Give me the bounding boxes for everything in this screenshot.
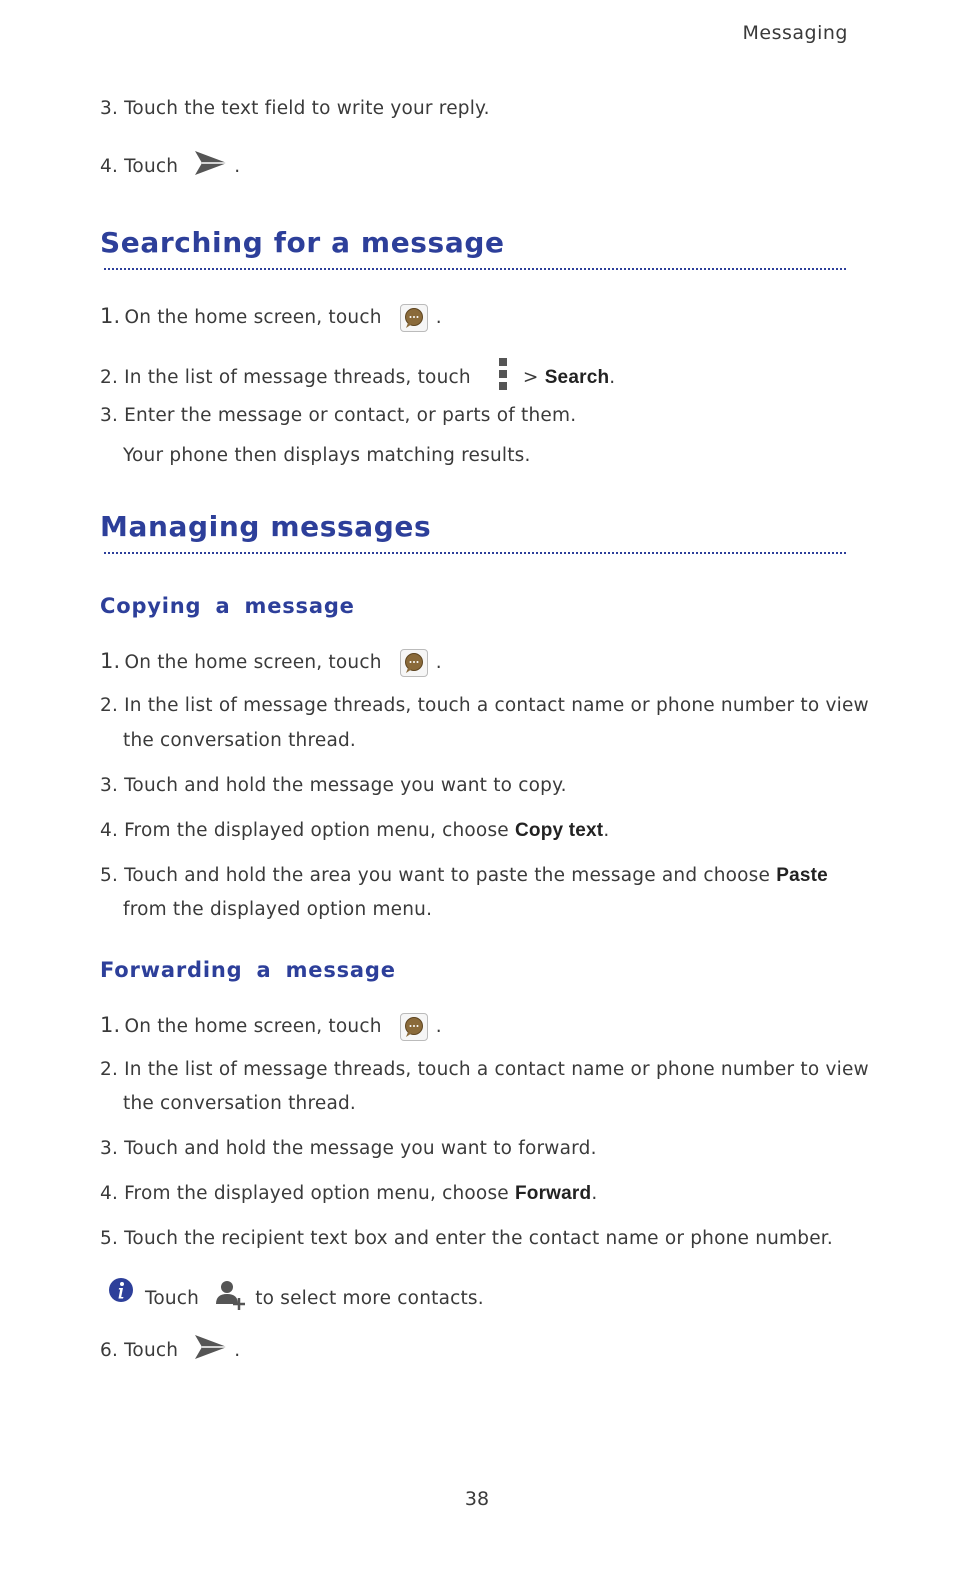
forward-step-2-continued: the conversation thread. <box>123 1093 357 1114</box>
search-menu-label: Search <box>544 367 610 388</box>
subsection-title-copying: Copying a message <box>100 594 355 618</box>
running-header: Messaging <box>742 22 848 44</box>
messaging-app-icon <box>400 649 428 677</box>
send-icon <box>194 1334 228 1368</box>
copy-step-2-continued: the conversation thread. <box>123 730 357 751</box>
forward-step-5: 5. Touch the recipient text box and enter the contact name or phone number. <box>100 1228 833 1249</box>
forward-step-3: 3. Touch and hold the message you want to forward. <box>100 1138 597 1159</box>
page-number: 38 <box>464 1488 490 1510</box>
copy-step-4: 4. From the displayed option menu, choose Copy text. <box>100 820 610 841</box>
section-divider <box>104 268 846 270</box>
search-result-note: Your phone then displays matching results. <box>123 445 531 466</box>
messaging-app-icon <box>400 1013 428 1041</box>
forward-step-4: 4. From the displayed option menu, choose Forward. <box>100 1183 598 1204</box>
add-contact-icon <box>215 1280 247 1318</box>
section-divider <box>104 552 846 554</box>
search-step-3: 3. Enter the message or contact, or parts of them. <box>100 405 577 426</box>
search-step-2: 2. In the list of message threads, touch > Search. <box>100 358 615 398</box>
section-title-searching: Searching for a message <box>100 226 505 259</box>
messaging-app-icon <box>400 304 428 332</box>
step-3-reply: 3. Touch the text field to write your reply. <box>100 98 490 119</box>
forward-label: Forward <box>514 1183 592 1204</box>
step-4-send: 4. Touch . <box>100 150 240 184</box>
copy-step-5: 5. Touch and hold the area you want to paste the message and choose Paste <box>100 865 828 886</box>
overflow-menu-icon <box>497 358 509 398</box>
forward-step-6: 6. Touch . <box>100 1334 240 1368</box>
send-icon <box>194 150 228 184</box>
search-step-1: 1. On the home screen, touch . <box>100 303 442 332</box>
copy-step-1: 1. On the home screen, touch . <box>100 648 442 677</box>
copy-step-2: 2. In the list of message threads, touch a contact name or phone number to view <box>100 695 869 716</box>
tip-add-contacts: Touch to select more contacts. <box>145 1280 484 1318</box>
copy-step-5-continued: from the displayed option menu. <box>123 899 433 920</box>
copy-text-label: Copy text <box>514 820 604 841</box>
paste-label: Paste <box>776 865 828 886</box>
subsection-title-forwarding: Forwarding a message <box>100 958 396 982</box>
forward-step-1: 1. On the home screen, touch . <box>100 1012 442 1041</box>
forward-step-2: 2. In the list of message threads, touch a contact name or phone number to view <box>100 1059 869 1080</box>
copy-step-3: 3. Touch and hold the message you want to copy. <box>100 775 567 796</box>
info-icon <box>108 1277 134 1307</box>
section-title-managing: Managing messages <box>100 510 432 543</box>
